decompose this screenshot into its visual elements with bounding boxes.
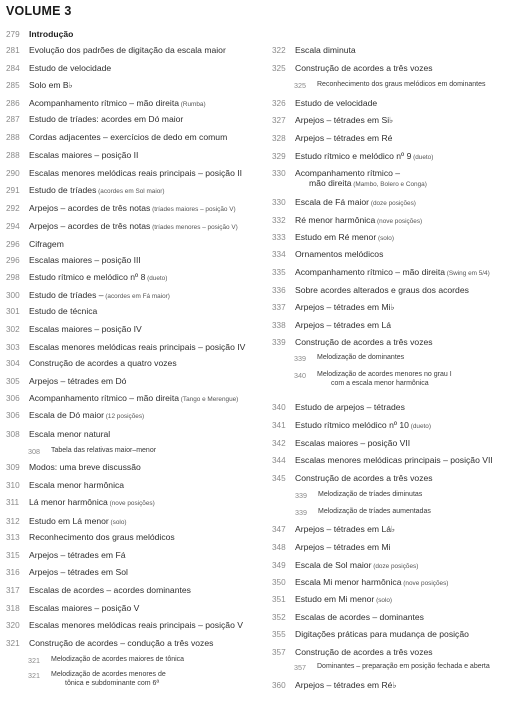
entry-title: Escalas maiores – posição VII [295, 438, 411, 448]
page-number: 296 [6, 256, 20, 265]
entry-subtitle: (dueto) [408, 423, 431, 430]
entry-title: Arpejos – tétrades em Mi [295, 542, 391, 552]
entry-title: Construção de acordes a três vozes [295, 337, 433, 347]
entry-title: Acompanhamento rítmico – mão direita (Swing em 5/4) [295, 267, 490, 277]
page-number: 333 [272, 233, 286, 242]
entry-title: Acompanhamento rítmico – mão direita (Mambo, Bolero e Conga) [295, 168, 427, 188]
page-number: 357 [294, 663, 306, 672]
entry-title: Escala menor natural [29, 429, 111, 439]
page-number: 321 [6, 639, 20, 648]
entry-subtitle: (solo) [374, 597, 393, 604]
entry-title: Construção de acordes a três vozes [295, 647, 433, 657]
page-number: 329 [272, 152, 286, 161]
entry-title: Melodização de tríades diminutas [318, 491, 423, 498]
entry-title: Estudo em Mi menor (solo) [295, 594, 393, 604]
entry-title: Estudo rítmico melódico nº 10 (dueto) [295, 420, 431, 430]
entry-title: Construção de acordes a quatro vozes [29, 358, 177, 368]
entry-title: Escalas de acordes – acordes dominantes [29, 585, 191, 595]
page-number: 330 [272, 198, 286, 207]
entry-title: Escalas menores melódicas reais principais – posição IV [29, 342, 246, 352]
page-number: 294 [6, 222, 20, 231]
entry-title: Arpejos – tétrades em Si♭ [295, 115, 394, 125]
entry-subtitle: (nove posições) [375, 218, 423, 225]
entry-title: Escala de Dó maior (12 posições) [29, 410, 145, 420]
entry-title: Estudo de tríades: acordes em Dó maior [29, 114, 184, 124]
page-number: 340 [272, 403, 286, 412]
entry-subtitle: (tríades maiores – posição V) [150, 206, 236, 213]
entry-subtitle: (solo) [108, 519, 127, 526]
entry-title: Dominantes – preparação em posição fechada e aberta [317, 663, 490, 670]
page-number: 296 [6, 240, 20, 249]
entry-title: Estudo de tríades – (acordes em Fá maior) [29, 290, 170, 300]
page-number: 305 [6, 377, 20, 386]
entry-title: Cifragem [29, 239, 64, 249]
page-number: 306 [6, 411, 20, 420]
entry-title: Ré menor harmônica (nove posições) [295, 215, 423, 225]
page-number: 345 [272, 474, 286, 483]
entry-subtitle: (Rumba) [178, 101, 206, 108]
entry-title: Acompanhamento rítmico – mão direita (Rumba) [29, 98, 206, 108]
entry-subtitle: (tríades menores – posição V) [150, 224, 238, 231]
page-number: 335 [272, 268, 286, 277]
page-number: 325 [272, 64, 286, 73]
entry-subtitle: (dueto) [411, 154, 434, 161]
entry-title: Melodização de tríades aumentadas [318, 508, 431, 515]
entry-title: Construção de acordes a três vozes [295, 473, 433, 483]
page-number: 291 [6, 186, 20, 195]
entry-title: Estudo de técnica [29, 306, 98, 316]
entry-title: Construção de acordes – condução a três vozes [29, 638, 214, 648]
page-number: 304 [6, 359, 20, 368]
entry-title: Cordas adjacentes – exercícios de dedo em comum [29, 132, 228, 142]
entry-subtitle: (dueto) [145, 275, 168, 282]
entry-title: Escala Mi menor harmônica (nove posições) [295, 577, 449, 587]
entry-title: Tabela das relativas maior–menor [51, 447, 157, 454]
page-number: 322 [272, 46, 286, 55]
page-number: 351 [272, 595, 286, 604]
entry-title: Reconhecimento dos graus melódicos [29, 532, 175, 542]
entry-title: Arpejos – tétrades em Sol [29, 567, 128, 577]
entry-title: Melodização de acordes menores de tônica e subdominante com 6ª [51, 671, 166, 687]
entry-title: Estudo em Lá menor (solo) [29, 516, 127, 526]
page-number: 360 [272, 681, 286, 690]
entry-title: Escala menor harmônica [29, 480, 125, 490]
entry-title: Estudo de tríades (acordes em Sol maior) [29, 185, 165, 195]
page-number: 340 [294, 371, 306, 380]
entry-title: Escalas maiores – posição IV [29, 324, 142, 334]
page-number: 308 [28, 447, 40, 456]
page-number: 320 [6, 621, 20, 630]
page-number: 285 [6, 81, 20, 90]
entry-title: Evolução dos padrões de digitação da escala maior [29, 45, 226, 55]
entry-title: Escalas menores melódicas reais principais – posição V [29, 620, 243, 630]
page-number: 301 [6, 307, 20, 316]
entry-subtitle: (solo) [376, 235, 394, 242]
entry-title: Estudo em Ré menor (solo) [295, 232, 394, 242]
entry-title: Modos: uma breve discussão [29, 462, 141, 472]
entry-title: Acompanhamento rítmico – mão direita (Tango e Merengue) [29, 393, 239, 403]
entry-subtitle: (Tango e Merengue) [178, 396, 239, 403]
entry-title: Estudo de velocidade [295, 98, 378, 108]
page-number: 325 [294, 81, 306, 90]
entry-title: Escalas menores melódicas reais principais – posição II [29, 168, 243, 178]
page-number: 321 [28, 656, 40, 665]
page-number: 287 [6, 115, 20, 124]
page-number: 303 [6, 343, 20, 352]
entry-title: Melodização de acordes maiores de tônica [51, 656, 185, 663]
entry-title: Escala de Sol maior (doze posições) [295, 560, 419, 570]
entry-title: Escala de Fá maior (doze posições) [295, 197, 416, 207]
entry-title: Arpejos – tétrades em Lá♭ [295, 524, 396, 534]
page-number: 309 [6, 463, 20, 472]
entry-title: Escalas de acordes – dominantes [295, 612, 424, 622]
page-number: 312 [6, 517, 20, 526]
entry-subtitle: (nove posições) [107, 500, 155, 507]
entry-title: Arpejos – acordes de três notas (tríades maiores – posição V) [29, 203, 236, 213]
entry-title: Arpejos – tétrades em Ré [295, 133, 393, 143]
entry-title: Construção de acordes a três vozes [295, 63, 433, 73]
page-number: 332 [272, 216, 286, 225]
entry-subtitle: (doze posições) [371, 563, 419, 570]
entry-title: Escalas maiores – posição III [29, 255, 141, 265]
entry-title: Estudo rítmico e melódico nº 9 (dueto) [295, 151, 434, 161]
entry-title: Ornamentos melódicos [295, 249, 384, 259]
page-number: 321 [28, 671, 40, 680]
entry-title: Arpejos – acordes de três notas (tríades menores – posição V) [29, 221, 238, 231]
page-number: 336 [272, 286, 286, 295]
entry-title: Lá menor harmônica (nove posições) [29, 497, 155, 507]
entry-subtitle: (acordes em Sol maior) [96, 188, 165, 195]
entry-title: Arpejos – tétrades em Lá [295, 320, 392, 330]
page-number: 311 [6, 498, 20, 507]
entry-subtitle: (acordes em Fá maior) [103, 293, 170, 300]
page-number: 330 [272, 169, 286, 178]
page-number: 302 [6, 325, 20, 334]
page-number: 339 [295, 491, 307, 500]
page-number: 326 [272, 99, 286, 108]
page-number: 288 [6, 133, 20, 142]
page-number: 339 [295, 508, 307, 517]
entry-subtitle: (doze posições) [369, 200, 416, 207]
page-number: 313 [6, 533, 20, 542]
entry-title: Escala diminuta [295, 45, 356, 55]
entry-title: Solo em B♭ [29, 80, 73, 90]
page-number: 306 [6, 394, 20, 403]
page-number: 352 [272, 613, 286, 622]
page-number: 300 [6, 291, 20, 300]
page-number: 357 [272, 648, 286, 657]
entry-subtitle: (nove posições) [401, 580, 449, 587]
page-number: 334 [272, 250, 286, 259]
entry-title: Arpejos – tétrades em Ré♭ [295, 680, 397, 690]
page-number: 337 [272, 303, 286, 312]
entry-subtitle: (Mambo, Bolero e Conga) [351, 180, 427, 188]
page-number: 339 [272, 338, 286, 347]
page-number: 342 [272, 439, 286, 448]
entry-title: Arpejos – tétrades em Dó [29, 376, 127, 386]
page-number: 298 [6, 273, 20, 282]
page-number: 339 [294, 354, 306, 363]
page-number: 327 [272, 116, 286, 125]
page-number: 338 [272, 321, 286, 330]
entry-title: Escalas maiores – posição V [29, 603, 140, 613]
page-number: 344 [272, 456, 286, 465]
page-number: 348 [272, 543, 286, 552]
entry-title: Sobre acordes alterados e graus dos acordes [295, 285, 469, 295]
page-number: 317 [6, 586, 20, 595]
entry-title: Estudo rítmico e melódico nº 8 (dueto) [29, 272, 168, 282]
page-number: 286 [6, 99, 20, 108]
entry-title: Introdução [29, 29, 74, 39]
entry-subtitle: (Swing em 5/4) [444, 270, 490, 277]
page-number: 279 [6, 30, 20, 39]
entry-title: Digitações práticas para mudança de posição [295, 629, 469, 639]
page-number: 318 [6, 604, 20, 613]
page-number: 350 [272, 578, 286, 587]
page-number: 310 [6, 481, 20, 490]
page-number: 349 [272, 561, 286, 570]
page-number: 292 [6, 204, 20, 213]
entry-title: Melodização de acordes menores no grau I com a escala menor harmônica [317, 371, 452, 387]
entry-title: Escalas menores melódicas principais – posição VII [295, 455, 493, 465]
page-number: 328 [272, 134, 286, 143]
page-number: 341 [272, 421, 286, 430]
entry-title: Arpejos – tétrades em Fá [29, 550, 126, 560]
page-number: 308 [6, 430, 20, 439]
page-number: 315 [6, 551, 20, 560]
entry-title: Escalas maiores – posição II [29, 150, 139, 160]
page-number: 281 [6, 46, 20, 55]
page-number: 316 [6, 568, 20, 577]
entry-subtitle: (12 posições) [104, 413, 145, 420]
entry-title: Estudo de velocidade [29, 63, 112, 73]
page-number: 355 [272, 630, 286, 639]
volume-title: VOLUME 3 [6, 4, 72, 18]
page-number: 284 [6, 64, 20, 73]
entry-title: Reconhecimento dos graus melódicos em dominantes [317, 81, 486, 88]
entry-title: Arpejos – tétrades em Mi♭ [295, 302, 395, 312]
page-number: 290 [6, 169, 20, 178]
entry-title: Melodização de dominantes [317, 354, 405, 361]
page-number: 347 [272, 525, 286, 534]
page-number: 288 [6, 151, 20, 160]
entry-title: Estudo de arpejos – tétrades [295, 402, 405, 412]
